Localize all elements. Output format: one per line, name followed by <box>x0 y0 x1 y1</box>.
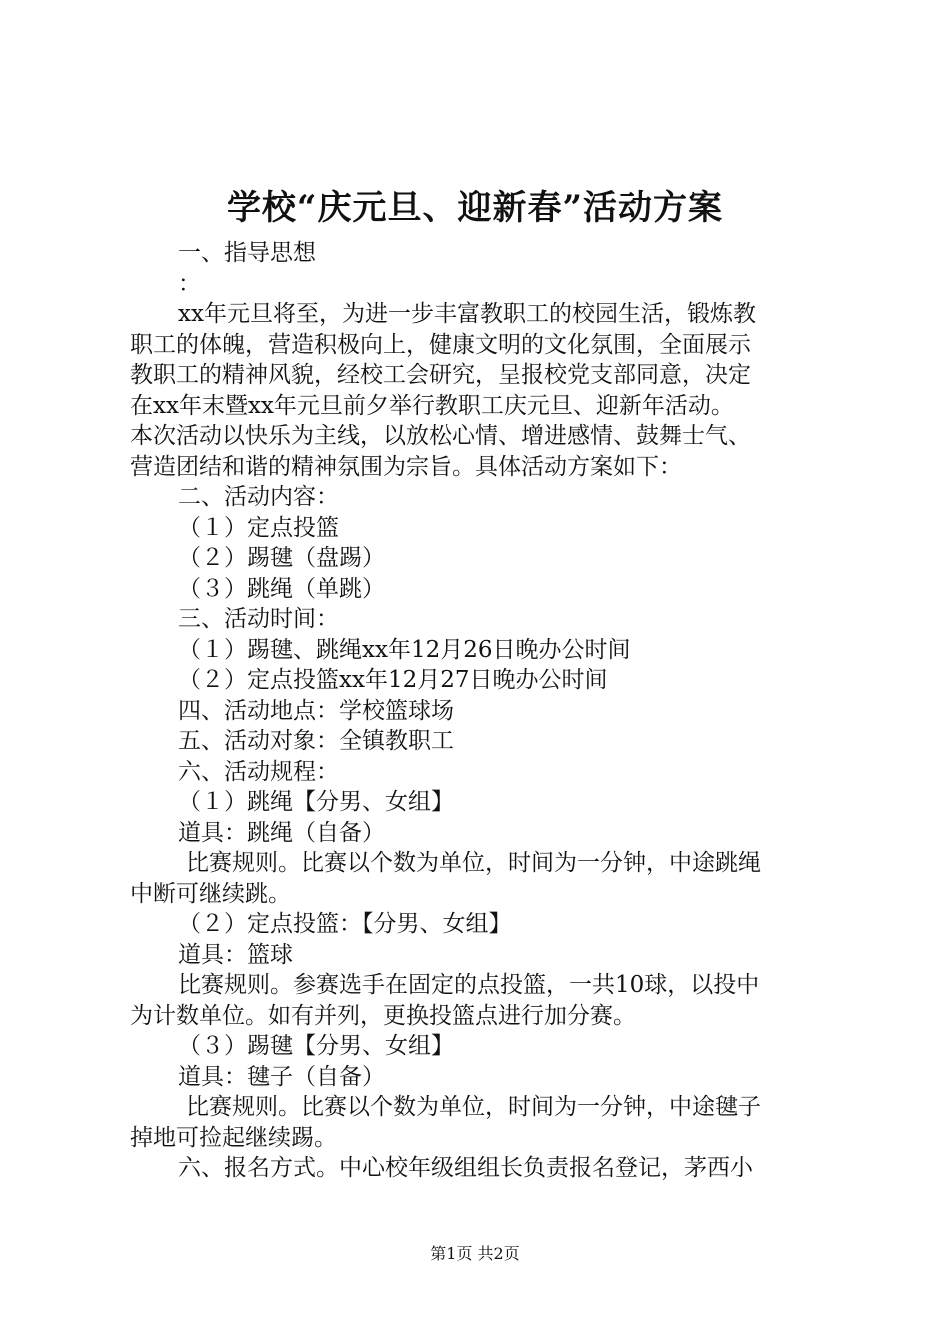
heading-registration: 六、报名方式。中心校年级组组长负责报名登记，茅西小 <box>178 1155 753 1181</box>
list-item: （１）跳绳【分男、女组】 <box>178 789 454 815</box>
list-item: （１）踢毽、跳绳xx年12月26日晚办公时间 <box>178 636 631 663</box>
rules-line: 掉地可捡起继续踢。 <box>130 1124 337 1151</box>
props-line: 道具：毽子（自备） <box>178 1063 385 1090</box>
paragraph-line: 营造团结和谐的精神氛围为宗旨。具体活动方案如下： <box>130 453 682 480</box>
list-item: （２）定点投篮：【分男、女组】 <box>178 911 512 937</box>
paragraph-line: xx年元旦将至，为进一步丰富教职工的校园生活，锻炼教 <box>178 301 756 327</box>
document-body <box>130 238 830 1184</box>
paragraph-line: 教职工的精神风貌，经校工会研究，呈报校党支部同意，决定 <box>130 362 751 388</box>
paragraph-line: 在xx年末暨xx年元旦前夕举行教职工庆元旦、迎新年活动。 <box>130 392 734 419</box>
props-line: 道具：篮球 <box>178 941 293 968</box>
rules-line: 比赛规则。参赛选手在固定的点投篮，一共10球，以投中 <box>178 972 760 998</box>
heading-activity-time: 三、活动时间： <box>178 606 339 632</box>
paragraph-line: 本次活动以快乐为主线，以放松心情、增进感情、鼓舞士气、 <box>130 423 751 449</box>
props-line: 道具：跳绳（自备） <box>178 819 385 846</box>
list-item: （３）踢毽【分男、女组】 <box>178 1033 454 1059</box>
list-item: （３）跳绳（单跳） <box>178 575 385 602</box>
heading-activity-location: 四、活动地点：学校篮球场 <box>178 697 454 724</box>
list-item: （２）踢毽（盘踢） <box>178 545 385 571</box>
colon-line: ： <box>178 270 201 297</box>
document-title: 学校“庆元旦、迎新春”活动方案 <box>226 188 724 228</box>
page-footer: 第1页 共2页 <box>430 1244 520 1263</box>
rules-line: 中断可继续跳。 <box>130 880 291 907</box>
rules-line: 为计数单位。如有并列，更换投篮点进行加分赛。 <box>130 1002 636 1029</box>
heading-activity-content: 二、活动内容： <box>178 484 339 510</box>
list-item: （１）定点投篮 <box>178 514 339 541</box>
heading-activity-target: 五、活动对象：全镇教职工 <box>178 728 454 754</box>
rules-line: 比赛规则。比赛以个数为单位，时间为一分钟，中途跳绳 <box>186 850 761 876</box>
list-item: （２）定点投篮xx年12月27日晚办公时间 <box>178 667 608 693</box>
rules-line: 比赛规则。比赛以个数为单位，时间为一分钟，中途毽子 <box>186 1094 761 1120</box>
heading-guiding-thought: 一、指导思想 <box>178 240 316 266</box>
heading-activity-rules: 六、活动规程： <box>178 758 339 785</box>
paragraph-line: 职工的体魄，营造积极向上，健康文明的文化氛围，全面展示 <box>130 331 751 358</box>
